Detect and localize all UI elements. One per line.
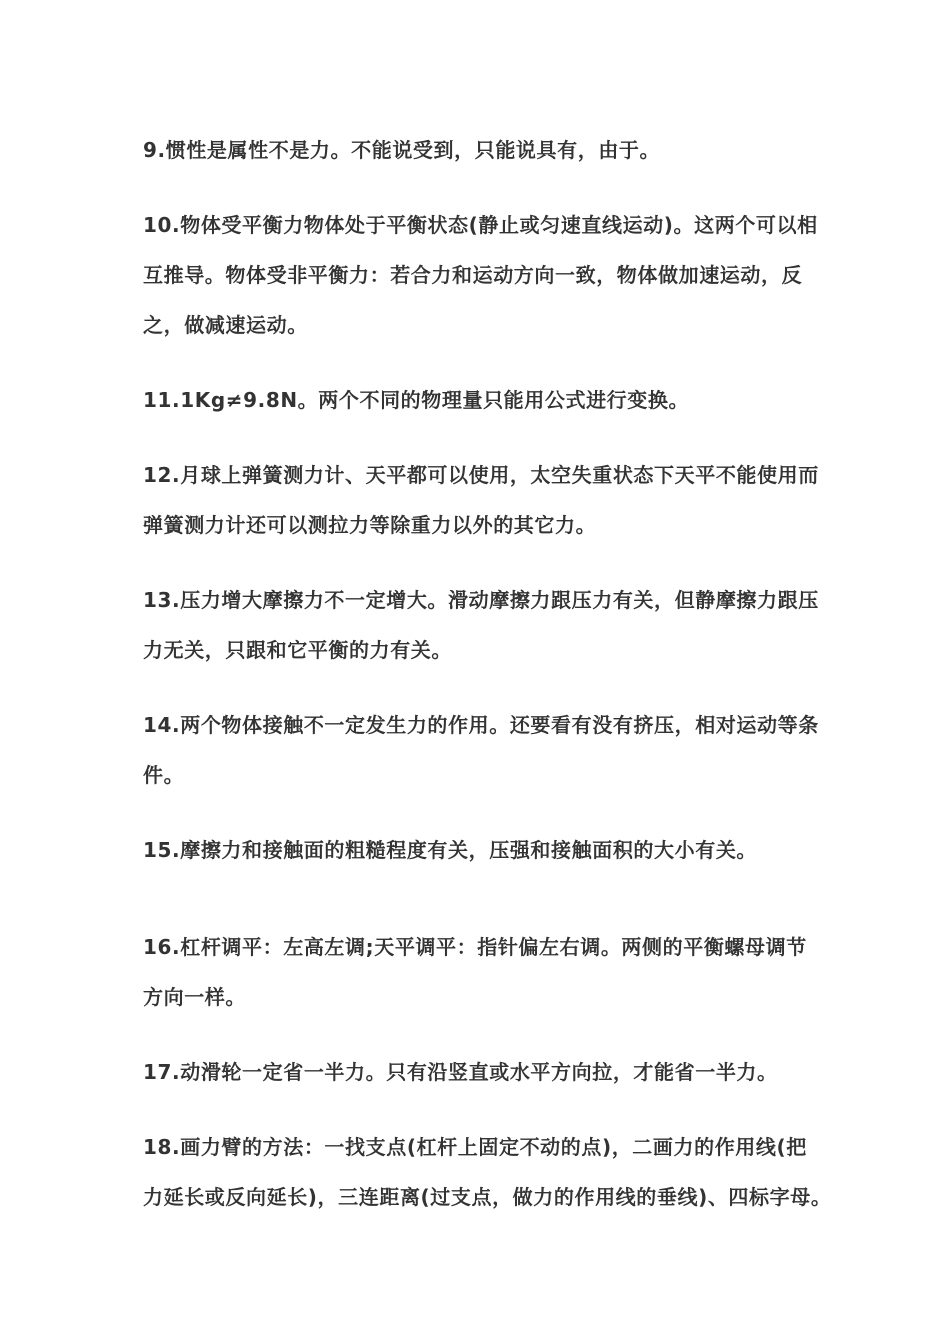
- paragraph-18-line-2: 力延长或反向延长)，三连距离(过支点，做力的作用线的垂线)、四标字母。: [143, 1185, 832, 1209]
- paragraph-12-line-2: 弹簧测力计还可以测拉力等除重力以外的其它力。: [143, 513, 597, 537]
- paragraph-10-line-2: 互推导。物体受非平衡力：若合力和运动方向一致，物体做加速运动，反: [143, 263, 803, 287]
- paragraph-14-line-1: 14.两个物体接触不一定发生力的作用。还要看有没有挤压，相对运动等条: [143, 713, 819, 737]
- paragraph-10-line-3: 之，做减速运动。: [143, 313, 308, 337]
- paragraph-13-line-1: 13.压力增大摩擦力不一定增大。滑动摩擦力跟压力有关，但静摩擦力跟压: [143, 588, 819, 612]
- paragraph-14-line-2: 件。: [143, 763, 185, 787]
- paragraph-9-line-1: 9.惯性是属性不是力。不能说受到，只能说具有，由于。: [143, 138, 661, 162]
- paragraph-16-line-2: 方向一样。: [143, 985, 246, 1009]
- paragraph-17-line-1: 17.动滑轮一定省一半力。只有沿竖直或水平方向拉，才能省一半力。: [143, 1060, 778, 1084]
- paragraph-18-line-1: 18.画力臂的方法：一找支点(杠杆上固定不动的点)，二画力的作用线(把: [143, 1135, 807, 1159]
- paragraph-13-line-2: 力无关，只跟和它平衡的力有关。: [143, 638, 452, 662]
- paragraph-12-line-1: 12.月球上弹簧测力计、天平都可以使用，太空失重状态下天平不能使用而: [143, 463, 819, 487]
- paragraph-16-line-1: 16.杠杆调平：左高左调;天平调平：指针偏左右调。两侧的平衡螺母调节: [143, 935, 807, 959]
- paragraph-11-line-1: 11.1Kg≠9.8N。两个不同的物理量只能用公式进行变换。: [143, 388, 690, 412]
- paragraph-10-line-1: 10.物体受平衡力物体处于平衡状态(静止或匀速直线运动)。这两个可以相: [143, 213, 818, 237]
- paragraph-15-line-1: 15.摩擦力和接触面的粗糙程度有关，压强和接触面积的大小有关。: [143, 838, 758, 862]
